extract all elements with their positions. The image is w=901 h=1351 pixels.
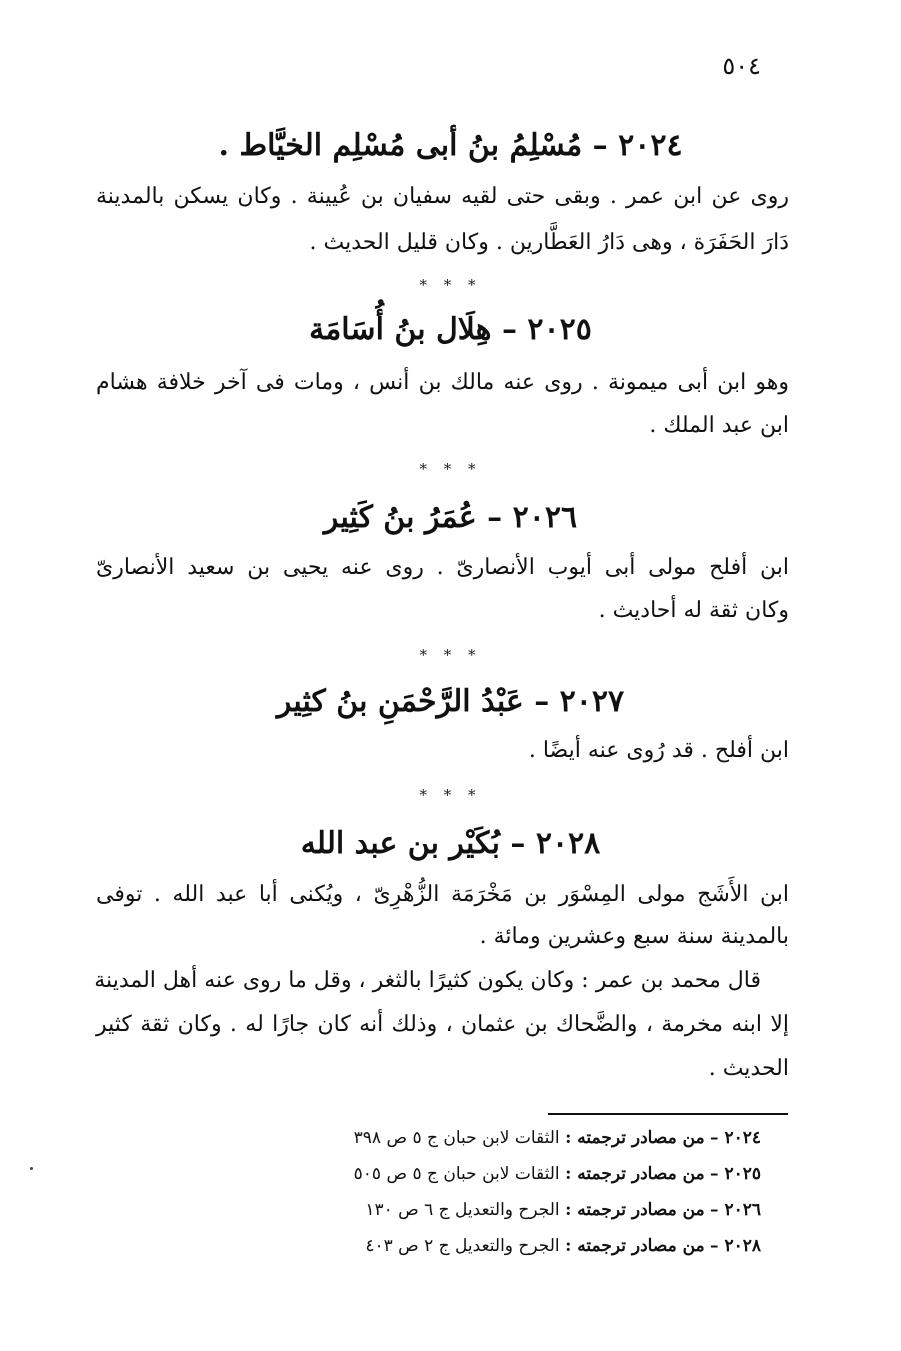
separator-stars: * * * [419, 786, 482, 804]
footnote-rule [548, 1113, 788, 1115]
entry-text-line: بالمدينة سنة سبع وعشرين ومائة . [479, 924, 789, 949]
entry-title: ٢٠٢٦ – عُمَرُ بنُ كَثِير [323, 500, 578, 535]
separator-stars: * * * [419, 646, 482, 664]
entry-text-line: ابن أفلح . قد رُوى عنه أيضًا . [528, 738, 789, 763]
footnote-number: ٢٠٢٥ – [710, 1164, 761, 1184]
entry-text-line: إلا ابنه مخرمة ، والضَّحاك بن عثمان ، وذلك أنه كان جارًا له . وكان ثقة كثير [96, 1012, 789, 1037]
footnote-label: من مصادر ترجمته : [565, 1236, 705, 1256]
entry-text-line: قال محمد بن عمر : وكان يكون كثيرًا بالثغر ، وقل ما روى عنه أهل المدينة [94, 968, 761, 993]
separator-stars: * * * [419, 276, 482, 294]
footnote [354, 1164, 761, 1184]
entry-text-line: ابن أفلح مولى أبى أيوب الأنصارىّ . روى عنه يحيى بن سعيد الأنصارىّ [96, 555, 789, 580]
entry-text-line: روى عن ابن عمر . وبقى حتى لقيه سفيان بن عُيينة . وكان يسكن بالمدينة [96, 184, 789, 209]
entry-text-line: وكان ثقة له أحاديث . [598, 598, 789, 623]
footnote [354, 1128, 761, 1148]
footnote-text: الثقات لابن حبان ج ٥ ص ٣٩٨ [353, 1128, 560, 1148]
footnote-label: من مصادر ترجمته : [565, 1200, 705, 1220]
entry-text-line: الحديث . [708, 1056, 789, 1081]
separator-stars: * * * [419, 460, 482, 478]
entry-text-line: ابن الأَشَج مولى المِسْوَر بن مَخْرَمَة الزُّهْرِىّ ، ويُكنى أبا عبد الله . توفى [96, 882, 789, 907]
entry-title: ٢٠٢٨ – بُكَيْر بن عبد الله [300, 826, 601, 861]
entry-text-line: دَارَ الحَفَرَة ، وهى دَارُ العَطَّارين . وكان قليل الحديث . [309, 230, 789, 255]
footnote [365, 1236, 761, 1256]
footnote-text: الثقات لابن حبان ج ٥ ص ٥٠٥ [353, 1164, 560, 1184]
page-number: ٥٠٤ [722, 52, 761, 80]
entry-title: ٢٠٢٤ – مُسْلِمُ بنُ أبى مُسْلِم الخيَّاط . [218, 128, 683, 163]
entry-text-line: وهو ابن أبى ميمونة . روى عنه مالك بن أنس ، ومات فى آخر خلافة هشام [96, 370, 789, 395]
footnote-label: من مصادر ترجمته : [565, 1164, 705, 1184]
scan-speck [30, 1167, 33, 1170]
footnote-text: الجرح والتعديل ج ٦ ص ١٣٠ [365, 1200, 560, 1220]
footnote-number: ٢٠٢٨ – [710, 1236, 761, 1256]
footnote-label: من مصادر ترجمته : [565, 1128, 705, 1148]
footnote-number: ٢٠٢٦ – [710, 1200, 761, 1220]
entry-text-line: ابن عبد الملك . [649, 413, 789, 438]
footnote-number: ٢٠٢٤ – [710, 1128, 761, 1148]
footnote [365, 1200, 761, 1220]
entry-title: ٢٠٢٥ – هِلَال بنُ أُسَامَة [309, 312, 592, 347]
entry-title: ٢٠٢٧ – عَبْدُ الرَّحْمَنِ بنُ كثِير [276, 684, 625, 719]
footnote-text: الجرح والتعديل ج ٢ ص ٤٠٣ [365, 1236, 560, 1256]
